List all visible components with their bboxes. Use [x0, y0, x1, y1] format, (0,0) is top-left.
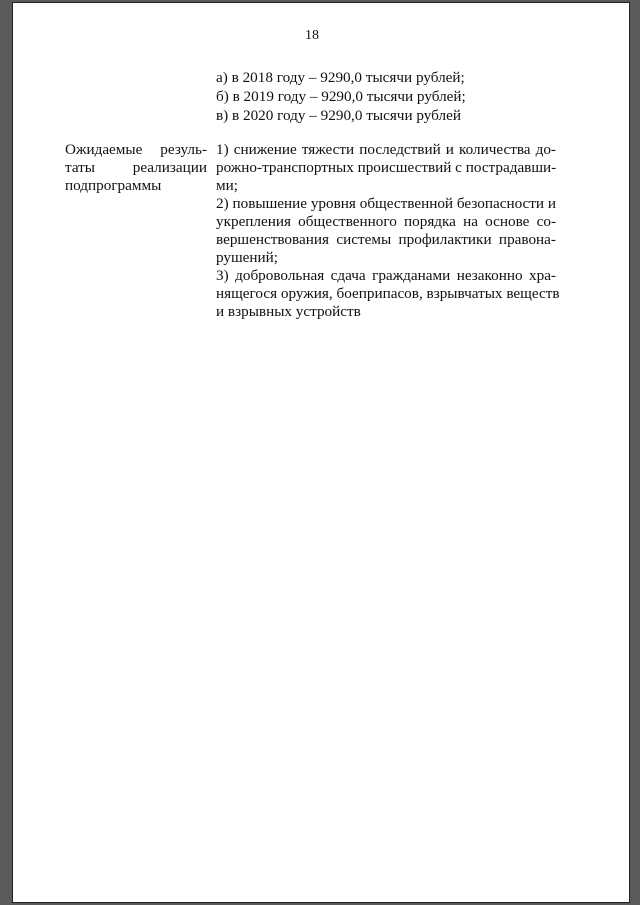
results-line-3: ми;: [216, 177, 238, 194]
funding-line-2018: а) в 2018 году – 9290,0 тысячи рублей;: [216, 69, 465, 86]
document-page: [12, 2, 630, 903]
results-label-line-1: Ожидаемые резуль-: [65, 141, 207, 158]
results-line-6: вершенствования системы профилактики правона-: [216, 231, 556, 248]
results-line-1: 1) снижение тяжести последствий и количества до-: [216, 141, 556, 158]
results-line-8: 3) добровольная сдача гражданами незаконно хра-: [216, 267, 556, 284]
results-label-line-2: таты реализации: [65, 159, 207, 176]
funding-line-2020: в) в 2020 году – 9290,0 тысячи рублей: [216, 107, 461, 124]
results-line-4: 2) повышение уровня общественной безопасности и: [216, 195, 556, 212]
results-line-2: рожно-транспортных происшествий с пострадавши-: [216, 159, 557, 176]
results-line-9: нящегося оружия, боеприпасов, взрывчатых веществ: [216, 285, 560, 302]
results-label-line-3: подпрограммы: [65, 177, 162, 194]
funding-line-2019: б) в 2019 году – 9290,0 тысячи рублей;: [216, 88, 466, 105]
results-line-10: и взрывных устройств: [216, 303, 361, 320]
results-line-7: рушений;: [216, 249, 279, 266]
results-line-5: укрепления общественного порядка на основе со-: [216, 213, 556, 230]
page-number: 18: [305, 28, 319, 43]
